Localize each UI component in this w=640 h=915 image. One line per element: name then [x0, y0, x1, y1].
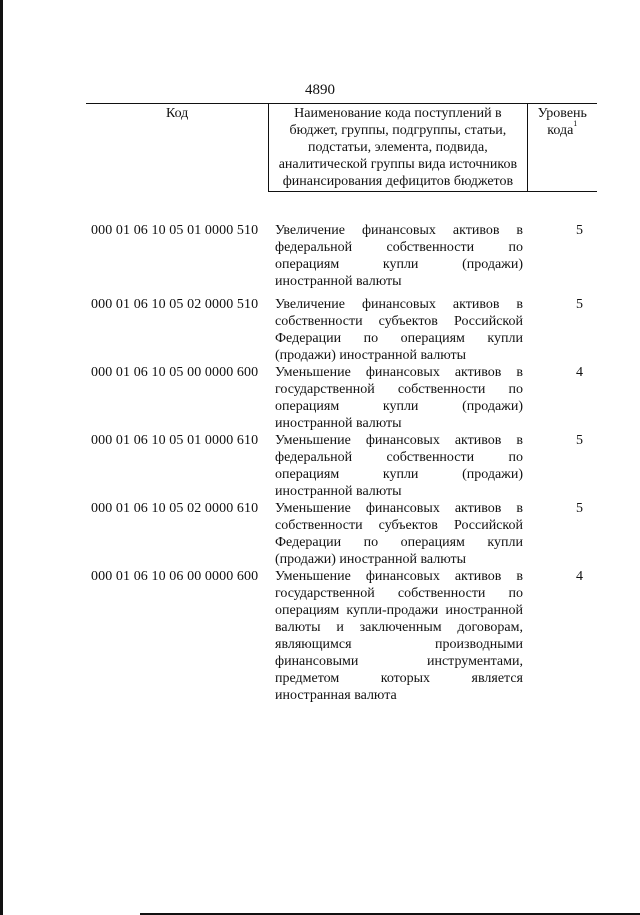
row-name: Уменьшение финансовых активов в государственной собственности по операциям купли-продажи иностранной валюты и заключенным договорам, являющимся производными финансовыми инструментами, предметом которых является иностранная валюта	[275, 569, 523, 703]
row-level: 5	[576, 433, 583, 448]
header-table	[86, 103, 597, 192]
header-level-footnote: 1	[573, 119, 578, 129]
header-level	[527, 104, 597, 192]
row-name: Увеличение финансовых активов в федеральной собственности по операциям купли (продажи) иностранной валюты	[275, 223, 523, 289]
row-level: 4	[576, 569, 583, 584]
header-name	[269, 104, 527, 192]
table-row	[91, 568, 591, 704]
row-code: 000 01 06 10 05 01 0000 610	[91, 433, 259, 448]
header-code-label: Код	[165, 106, 189, 121]
row-level: 5	[576, 297, 583, 312]
row-code: 000 01 06 10 05 02 0000 510	[91, 297, 259, 312]
header-level-label: Уровень кода	[537, 106, 587, 138]
row-code: 000 01 06 10 06 00 0000 600	[91, 569, 259, 584]
table-row	[91, 296, 591, 364]
header-name-label: Наименование кода поступлений в бюджет, группы, подгруппы, статьи, подстатьи, элемента, подвида, аналитической группы вида источников финансирования дефицитов бюджетов	[278, 106, 518, 189]
table-row	[91, 222, 591, 290]
page-edge-left	[0, 0, 3, 915]
row-level: 5	[576, 223, 583, 238]
table-row	[91, 500, 591, 568]
row-name: Уменьшение финансовых активов в собственности субъектов Российской Федерации по операциям купли (продажи) иностранной валюты	[275, 501, 523, 567]
row-level: 5	[576, 501, 583, 516]
code-list	[91, 222, 591, 704]
table-row	[91, 432, 591, 500]
page-number: 4890	[305, 82, 335, 98]
header-row	[86, 104, 597, 192]
row-code: 000 01 06 10 05 01 0000 510	[91, 223, 259, 238]
row-name: Уменьшение финансовых активов в федеральной собственности по операциям купли (продажи) иностранной валюты	[275, 433, 523, 499]
row-code: 000 01 06 10 05 00 0000 600	[91, 365, 259, 380]
table-row	[91, 364, 591, 432]
header-code	[86, 104, 269, 192]
row-name: Увеличение финансовых активов в собственности субъектов Российской Федерации по операциям купли (продажи) иностранной валюты	[275, 297, 523, 363]
row-code: 000 01 06 10 05 02 0000 610	[91, 501, 259, 516]
row-name: Уменьшение финансовых активов в государственной собственности по операциям купли (продажи) иностранной валюты	[275, 365, 523, 431]
row-level: 4	[576, 365, 583, 380]
